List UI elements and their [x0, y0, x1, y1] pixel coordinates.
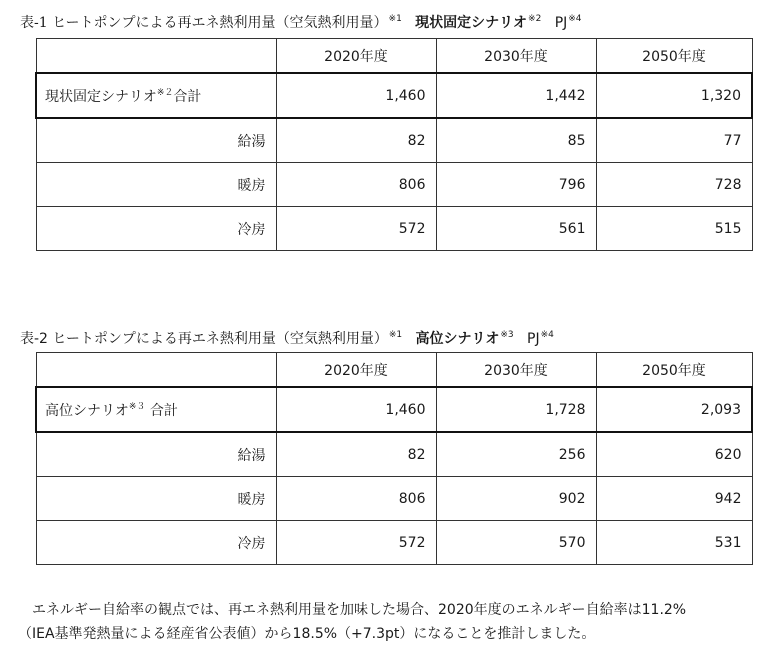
table1-header-2030: 2030年度 — [436, 39, 596, 74]
table2-header-row — [36, 353, 752, 388]
table1-caption-scenario: 現状固定シナリオ — [415, 15, 528, 31]
table-row — [36, 163, 752, 207]
table2-total-suffix: 合計 — [149, 403, 178, 419]
table2-cell: 256 — [436, 432, 596, 477]
table1-total-note: ※２ — [156, 88, 174, 98]
table2-caption-note4: ※4 — [540, 330, 554, 340]
table1-header-2020: 2020年度 — [276, 39, 436, 74]
table-row — [36, 477, 752, 521]
table2-caption-scenario: 高位シナリオ — [415, 331, 500, 347]
table1-row-label: 暖房 — [36, 163, 276, 207]
table1-caption-title: 表-1 ヒートポンプによる再エネ熱利用量（空気熱利用量） — [20, 15, 388, 31]
table1-cell: 796 — [436, 163, 596, 207]
table2-header-blank — [36, 353, 276, 388]
table1-caption-note2: ※2 — [528, 14, 542, 24]
footnote — [18, 598, 763, 646]
table1-cell: 806 — [276, 163, 436, 207]
table1-total-label — [36, 73, 276, 118]
table2-header-2020: 2020年度 — [276, 353, 436, 388]
table2-cell: 942 — [596, 477, 752, 521]
table1-total-2020: 1,460 — [276, 73, 436, 118]
table2-caption-note3: ※3 — [500, 330, 514, 340]
table1-total-row — [36, 73, 752, 118]
table2-total-row — [36, 387, 752, 432]
table1-caption-note4: ※4 — [568, 14, 582, 24]
table2-row-label: 給湯 — [36, 432, 276, 477]
table1-total-suffix: 合計 — [173, 89, 202, 105]
table2-cell: 572 — [276, 521, 436, 565]
table2-caption — [20, 328, 554, 348]
table2-total-label-text: 高位シナリオ — [45, 403, 129, 419]
table1-cell: 82 — [276, 118, 436, 163]
table1-total-2050: 1,320 — [596, 73, 752, 118]
table2-cell: 570 — [436, 521, 596, 565]
table2-cell: 806 — [276, 477, 436, 521]
table2-cell: 620 — [596, 432, 752, 477]
table1-header-row — [36, 39, 752, 74]
table2-cell: 531 — [596, 521, 752, 565]
table2-row-label: 暖房 — [36, 477, 276, 521]
table1-total-2030: 1,442 — [436, 73, 596, 118]
table1-header-blank — [36, 39, 276, 74]
table1-cell: 77 — [596, 118, 752, 163]
table2-caption-unit: PJ — [527, 331, 540, 347]
table2-cell: 902 — [436, 477, 596, 521]
table1-caption-note1: ※1 — [388, 14, 402, 24]
table1-total-label-text: 現状固定シナリオ — [45, 89, 157, 105]
table2-header-2050: 2050年度 — [596, 353, 752, 388]
table1-cell: 85 — [436, 118, 596, 163]
footnote-line2: （IEA基準発熱量による経産省公表値）から18.5%（+7.3pt）になることを推計しました。 — [18, 626, 596, 642]
table2-total-2050: 2,093 — [596, 387, 752, 432]
table1-header-2050: 2050年度 — [596, 39, 752, 74]
table2-total-note: ※３ — [128, 402, 146, 412]
table1 — [35, 38, 753, 251]
table1-cell: 561 — [436, 207, 596, 251]
table2-header-2030: 2030年度 — [436, 353, 596, 388]
table1-caption — [20, 12, 582, 32]
table-row — [36, 118, 752, 163]
table1-cell: 572 — [276, 207, 436, 251]
table2-total-2020: 1,460 — [276, 387, 436, 432]
table1-cell: 728 — [596, 163, 752, 207]
table2-cell: 82 — [276, 432, 436, 477]
table1-cell: 515 — [596, 207, 752, 251]
table-row — [36, 432, 752, 477]
table2-caption-title: 表-2 ヒートポンプによる再エネ熱利用量（空気熱利用量） — [20, 331, 388, 347]
table1-caption-unit: PJ — [554, 15, 568, 31]
table1-row-label: 給湯 — [36, 118, 276, 163]
table-row — [36, 207, 752, 251]
table2-row-label: 冷房 — [36, 521, 276, 565]
table2 — [35, 352, 753, 565]
footnote-line1: エネルギー自給率の観点では、再エネ熱利用量を加味した場合、2020年度のエネルギー自給率は11.2% — [32, 602, 687, 618]
table1-row-label: 冷房 — [36, 207, 276, 251]
table-row — [36, 521, 752, 565]
table2-total-label — [36, 387, 276, 432]
table2-caption-note1: ※1 — [388, 330, 403, 340]
table2-total-2030: 1,728 — [436, 387, 596, 432]
